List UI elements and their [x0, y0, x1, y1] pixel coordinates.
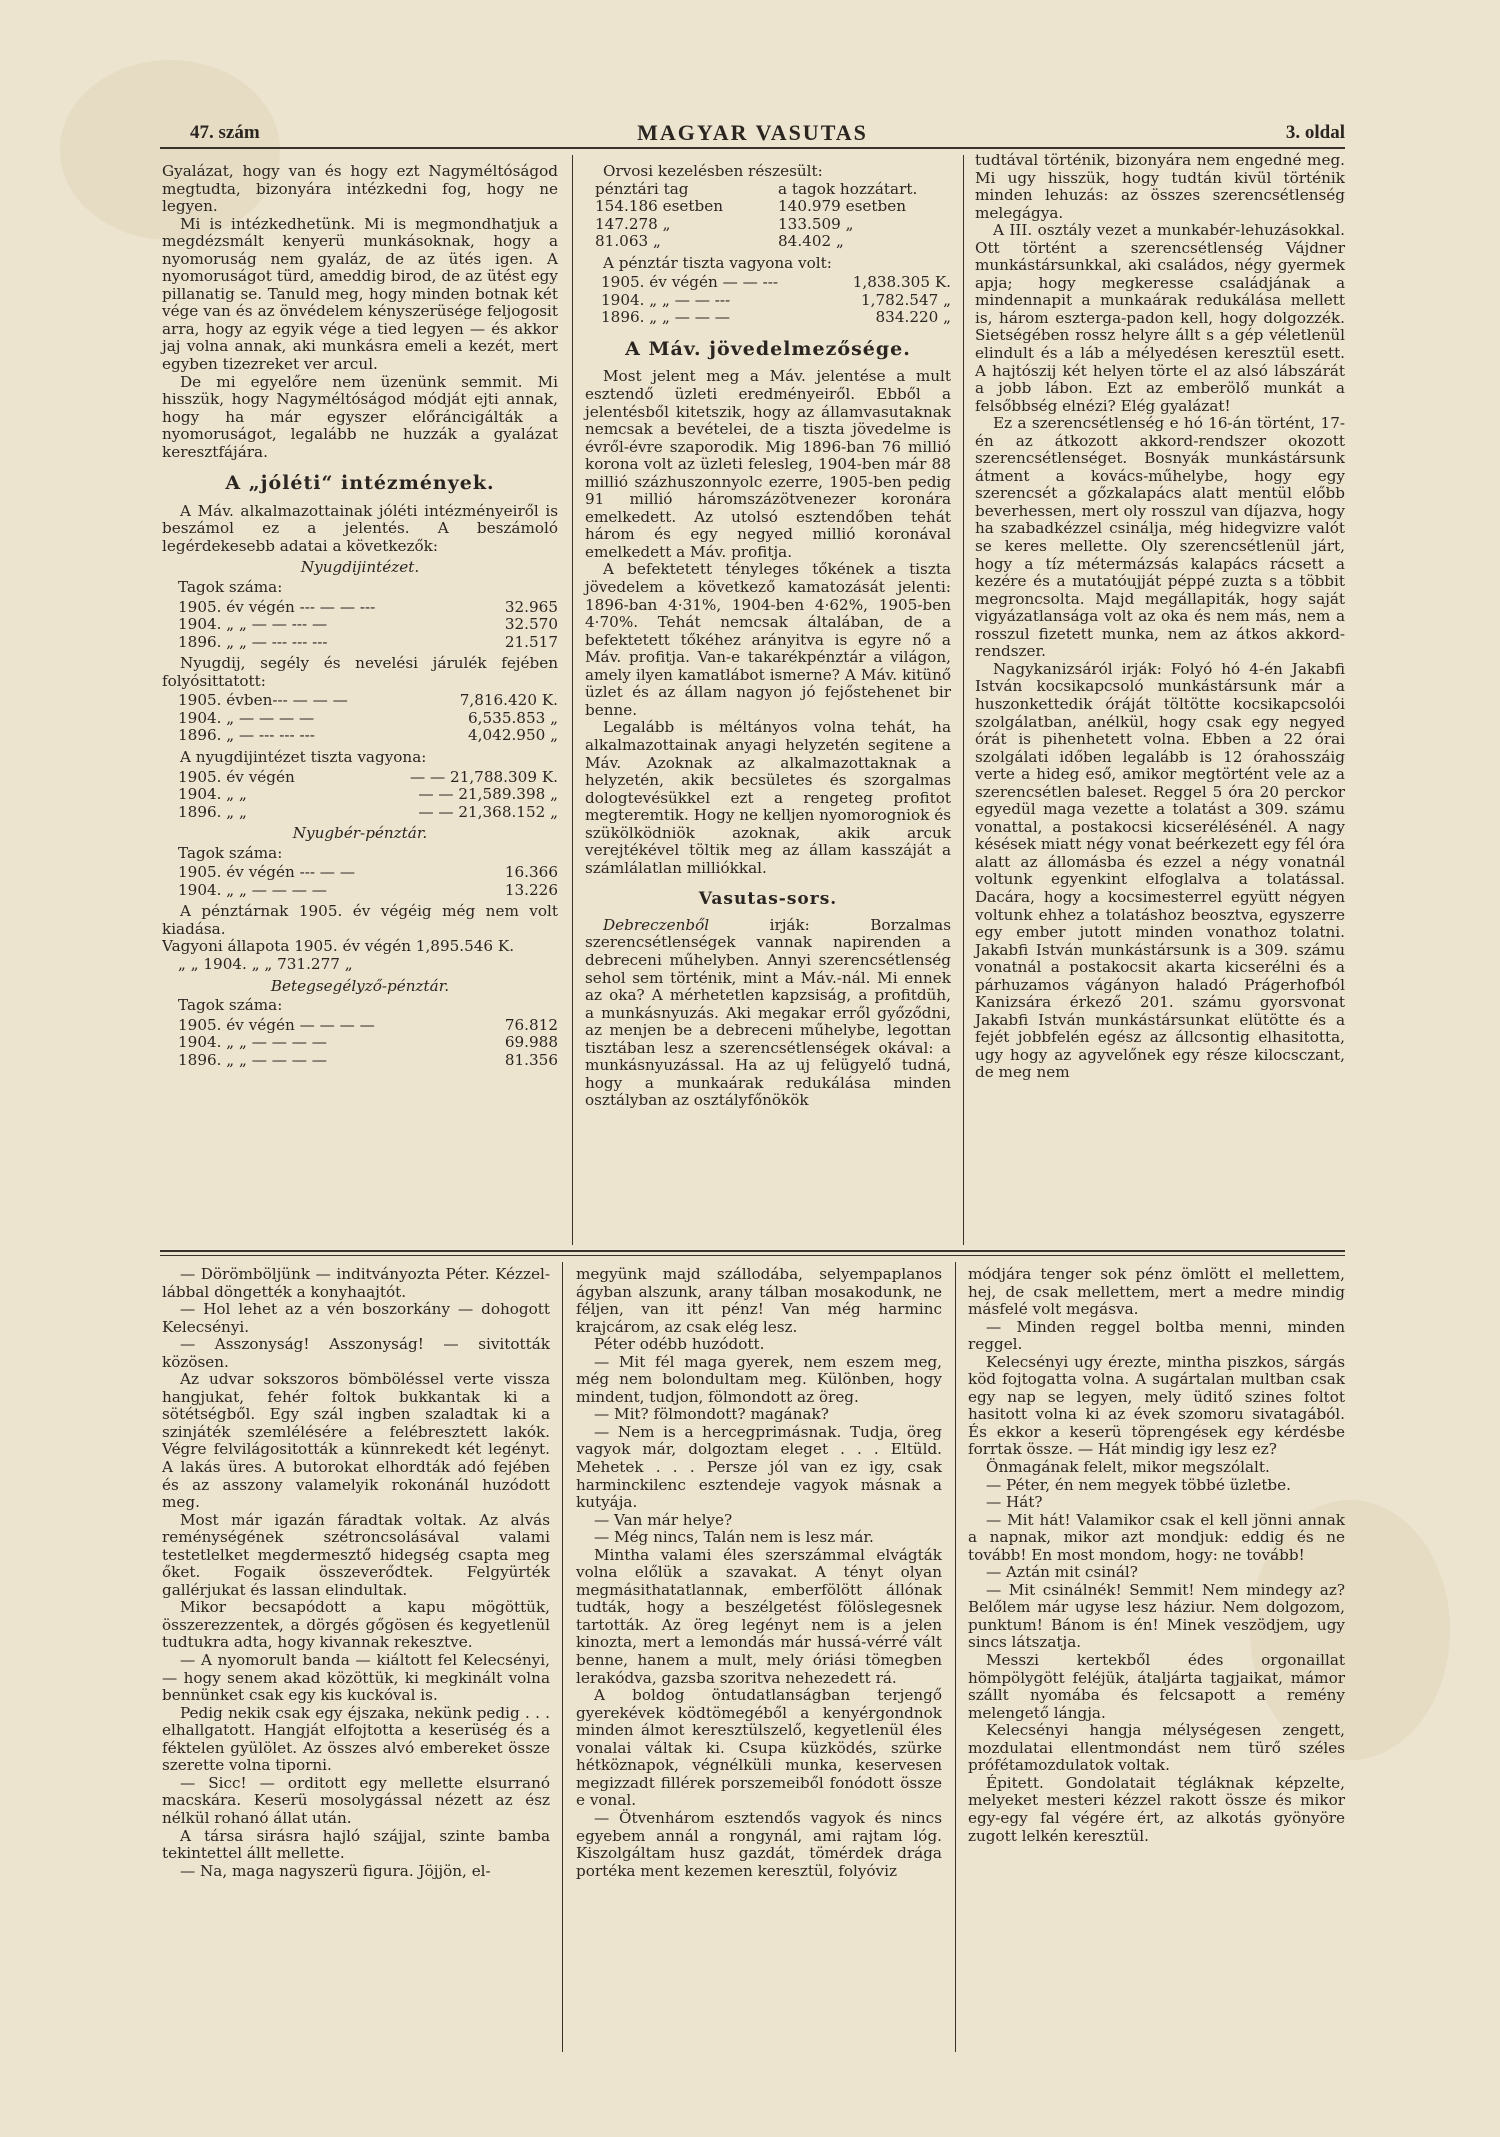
paragraph: Vagyoni állapota 1905. év végén 1,895.546 K.: [162, 937, 515, 956]
paragraph: A pénztárnak 1905. év végéig még nem volt kiadása.: [162, 902, 558, 938]
column-header: a tagok hozzátart.: [778, 179, 918, 198]
row-label: 1905. év végén — — ---: [601, 273, 779, 292]
paragraph: De mi egyelőre nem üzenünk semmit. Mi hisszük, hogy Nagyméltóságod módját ejti annak, hogy ha már egyszer előráncigálták a nyomoruságot, legalább ne huzzák a gyalázat keresztfájára.: [162, 372, 558, 461]
row-value: 4,042.950 „: [468, 726, 558, 745]
row-label: 1904. „ „: [178, 785, 247, 804]
column-divider: [572, 155, 573, 1245]
row-label: 1905. év végén — — — —: [178, 1015, 375, 1034]
story-paragraph: Messzi kertekből édes orgonaillat hömpölygött feléjük, átaljárta tagjaikat, mámor szállt nyomába és felcsapott a remény melengető lángja.: [968, 1651, 1345, 1722]
story-paragraph: A boldog öntudatlanságban terjengő gyerekévek ködtömegéből a kenyérgondnok minden álmot keresztülszelő, kegyetlenül éles vonalai váltak ki. Csupa küzködés, szürke hétköznapok, végnélküli munka, keservesen megizzadt fillérek porszemeiből fonódott össze e vonal.: [576, 1686, 942, 1810]
section-title: A „jóléti“ intézmények.: [225, 472, 495, 495]
table-label: Tagok száma:: [178, 996, 283, 1015]
story-paragraph: — Mit? fölmondott? magának?: [594, 1405, 829, 1424]
story-paragraph: — Hol lehet az a vén boszorkány — dohogott Kelecsényi.: [162, 1300, 550, 1336]
story-paragraph: Kelecsényi hangja mélységesen zengett, mozdulatai ellentmondást nem türő széles prófétamozdulatok voltak.: [968, 1721, 1345, 1775]
feuilleton-rule: [160, 1250, 1345, 1252]
row-label: 1896. „ „ — — —: [601, 308, 730, 327]
story-paragraph: — Na, maga nagyszerü figura. Jöjjön, el-: [180, 1861, 491, 1880]
story-paragraph: — Van már helye?: [594, 1510, 733, 1529]
table-label: Tagok száma:: [178, 578, 283, 597]
story-paragraph: A társa sirásra hajló szájjal, szinte bamba tekintettel állt mellette.: [162, 1826, 550, 1863]
story-paragraph: — Még nincs, Talán nem is lesz már.: [594, 1528, 874, 1547]
column-header: pénztári tag: [595, 179, 689, 198]
row-value: — — 21,589.398 „: [418, 785, 558, 804]
row-value: 1,838.305 K.: [852, 273, 951, 292]
story-paragraph: — Hát?: [986, 1493, 1043, 1512]
cell: 140.979 esetben: [778, 197, 906, 216]
treatment-table: [595, 181, 951, 251]
members-table: [178, 1017, 558, 1070]
story-paragraph: — Sicc! — orditott egy mellette elsurranó macskára. Keserü mosolygással nézett az ész nélkül rohanó állat után.: [162, 1773, 550, 1827]
row-value: — — 21,788.309 K.: [410, 767, 558, 786]
row-label: 1896. „ „ — --- --- ---: [178, 632, 328, 651]
subsection-title: Betegsegélyző-pénztár.: [270, 976, 450, 995]
column-1: [162, 163, 558, 1073]
row-label: 1904. „ „ — — ---: [601, 290, 731, 309]
story-paragraph: módjára tenger sok pénz ömlött el mellettem, hej, de csak mellettem, mert a medre mindig másfelé volt megásva.: [968, 1265, 1345, 1319]
story-paragraph: — Asszonyság! Asszonyság! — sivitották közösen.: [162, 1335, 550, 1371]
row-value: 7,816.420 K.: [459, 691, 558, 710]
story-paragraph: — A nyomorult banda — kiáltott fel Kelecsényi, — hogy senem akad közöttük, ki megkinált volna bennünket csak egy kis kuckóval is.: [162, 1651, 550, 1705]
cell: 84.402 „: [778, 232, 844, 251]
row-value: 69.988: [504, 1033, 558, 1052]
newspaper-title: MAGYAR VASUTAS: [637, 120, 868, 145]
paragraph: Gyalázat, hogy van és hogy ezt Nagyméltóságod megtudta, bizonyára intézkedni fog, hogy ne legyen.: [162, 162, 558, 216]
story-paragraph: — Minden reggel boltba menni, minden reggel.: [968, 1317, 1345, 1354]
paragraph: Mi is intézkedhetünk. Mi is megmondhatjuk a megdézsmált kenyerü munkásoknak, hogy a nyomoruság nem gyaláz, de az ütés igen. A nyomoruságot türd, ameddig birod, de az ütést egy pillanatig se. Tanuld meg, hogy minden botnak két vége van és az önvédelem kényszerüsége feljogosit arra, hogy az egyik vége a tied legyen — és akkor jaj volna annak, aki munkásra emeli a kezét, mert egyben tizezreket ver arcul.: [162, 214, 558, 374]
paragraph-text: irják: Borzalmas szerencsétlenségek vannak napirenden a debreceni műhelyben. Annyi szerencsétlenség sehol sem történik, mint a Máv.-nál. Mi ennek az oka? A mérhetetlen kapzsiság, a profitdüh, a munkásnyuzás. Aki megakar erről győződni, az menjen be a debreceni műhelybe, legottan tisztában lesz a szerencsétlenségek okával: a munkásnyuzással. Ha az uj felügyelő tudná, hogy a munkaárak redukálása minden osztályban az osztályfőnökök: [585, 915, 951, 1110]
row-value: 76.812: [504, 1015, 558, 1034]
members-table: [178, 599, 558, 652]
issue-number: 47. szám: [190, 122, 260, 143]
cell: 81.063 „: [595, 232, 661, 251]
table-label: Nyugdij, segély és nevelési járulék fejében folyósittatott:: [162, 654, 558, 690]
story-paragraph: — Ötvenhárom esztendős vagyok és nincs egyebem annál a rongynál, ami rajtam lóg. Kiszolgáltam husz gazdát, tömérdek drága portéka ment kezemen keresztül, folyóviz: [576, 1808, 942, 1880]
row-value: 32.570: [504, 615, 558, 634]
row-label: 1905. év végén --- — —: [178, 863, 356, 882]
subsection-title: Nyugdijintézet.: [300, 558, 420, 577]
subsection-title: Nyugbér-pénztár.: [292, 824, 428, 843]
story-paragraph: Az udvar sokszoros bömböléssel verte vissza hangjukat, fehér foltok bukkantak ki a sötétségből. Egy szál ingben szaladtak ki a szinjáték szemlélésére a felébresztett lakók. Végre felvilágositották a künnrekedt két legényt. A lakás üres. A butorokat elhordták adó fejében és az asszony valamelyik rokonánál huzódott meg.: [162, 1370, 550, 1512]
story-paragraph: Önmagának felelt, mikor megszólalt.: [986, 1458, 1270, 1477]
cell: 147.278 „: [595, 214, 671, 233]
page-number: 3. oldal: [1285, 122, 1345, 143]
column-divider: [955, 1262, 956, 2052]
row-label: 1905. év végén --- — — ---: [178, 597, 376, 616]
story-paragraph: — Péter, én nem megyek többé üzletbe.: [986, 1475, 1291, 1494]
row-label: 1896. „ „ — — — —: [178, 1050, 327, 1069]
cell: 133.509 „: [778, 214, 854, 233]
members-table: [178, 864, 558, 899]
story-paragraph: — Nem is a hercegprimásnak. Tudja, öreg vagyok már, dolgoztam eleget . . . Eltüld. Mehetek . . . Persze jól van ez igy, csak harminckilenc esztendeje vagyok másnak a kutyája.: [576, 1422, 942, 1512]
row-label: 1904. „ — — — —: [178, 708, 315, 727]
paragraph: A III. osztály vezet a munkabér-lehuzásokkal. Ott történt a szerencsétlenség Vájdner munkástársunkkal, aki családos, négy gyermek apja; hogy megkeresse családjának a mindennapit a munkaárak redukálása mellett is, három eszterga-padon kell, hogy dolgozzék. Sietségében rossz helyre állt s a gép véletlenül elindult és a láb a mélyedésen keresztül esett. A hajtószij két helyen törte el az alsó lábszárát a jobb lábon. Ezt az emberölő munkát a felsőbbség elnézi? Elég gyalázat!: [975, 221, 1345, 415]
column-3: [975, 152, 1345, 1082]
story-paragraph: — Dörömböljünk — inditványozta Péter. Kézzel-lábbal döngették a konyhaajtót.: [162, 1265, 550, 1301]
row-value: 21.517: [504, 632, 558, 651]
row-label: 1904. „ „ — — --- —: [178, 615, 328, 634]
paragraph: Orvosi kezelésben részesült:: [603, 162, 823, 180]
row-label: 1896. „ „: [178, 802, 247, 821]
story-column-3: [968, 1266, 1345, 1845]
row-label: 1905. év végén: [178, 767, 295, 786]
story-paragraph: Mikor becsapódott a kapu mögöttük, összerezzentek, a dörgés gőgösen és kegyetlenül tudtukra adta, hogy kivannak rekesztve.: [162, 1598, 550, 1652]
column-divider: [562, 1262, 563, 2052]
row-value: 834.220 „: [875, 308, 951, 327]
paragraph: Most jelent meg a Máv. jelentése a mult esztendő üzleti eredményeiről. Ebből a jelentésből kitetszik, hogy az államvasutaknak nemcsak a bevételei, de a tiszta jövedelme is évről-évre szaporodik. Mig 1896-ban 76 millió korona volt az üzleti felesleg, 1904-ben már 88 millió százhuszonnyolc ezerre, 1905-ben pedig 91 millió háromszázötvenezer koronára emelkedett. Az utolsó esztendőben tehát három és egy negyed millió koronával emelkedett a Máv. profitja.: [585, 367, 951, 561]
cell: 154.186 esetben: [595, 197, 723, 216]
story-paragraph: Kelecsényi ugy érezte, mintha piszkos, sárgás köd fojtogatta volna. A sugártalan multban csak egy nap se legyen, mely üditő szines foltot hasitott volna ki az évek szomoru sivatagából. És ekkor a keserü töprengések egy kérdésbe forrtak össze. — Hát mindig igy lesz ez?: [968, 1352, 1345, 1459]
story-paragraph: Mintha valami éles szerszámmal elvágták volna előlük a szavakat. A tényt olyan megmásithatatlannak, emberfölött állónak tudták, hogy a beszélgetést fölöslegesnek tartották. Az öreg legényt nem is a jelen kinozta, mert a lemondás már hussá-vérré vált benne, hanem a mult, mely óriási tömegben lerakódva, gazsba szoritva nehezedett rá.: [576, 1545, 942, 1687]
table-label: A nyugdijintézet tiszta vagyona:: [180, 747, 427, 766]
paragraph: A befektetett tényleges tőkének a tiszta jövedelem a következő kamatozását jelenti: 1896-ban 4·31%, 1904-ben 4·62%, 1905-ben 4·70%. Tehát nemcsak általában, de a befektetett tőkéhez arányitva is egyre nő a Máv. profitja. Van-e takarékpénztár a világon, amely ilyen kamatlábot ismerne? A Máv. kitünő üzlet és az állam nagyon jó fejőstehenet bir benne.: [585, 560, 951, 719]
row-value: — — 21,368.152 „: [418, 802, 558, 821]
row-value: 32.965: [504, 597, 558, 616]
story-paragraph: Most már igazán fáradtak voltak. Az alvás reménységének szétroncsolásával valami testetlelket megdermesztő hidegség csapta meg őket. Fogaik összeverődtek. Felgyürték gallérjukat és lassan elindultak.: [162, 1510, 550, 1599]
story-paragraph: Pedig nekik csak egy éjszaka, nekünk pedig . . . elhallgatott. Hangját elfojtotta a keserüség és a féktelen gyülölet. Az összes alvó embereket össze szerette volna tiporni.: [162, 1703, 550, 1775]
header-rule: [160, 147, 1345, 149]
story-paragraph: Épitett. Gondolatait tégláknak képzelte, melyeket mesteri kézzel rakott össze és mikor egy-egy fal végére ért, az alkotás gyönyöre zugott lelkén keresztül.: [968, 1773, 1345, 1845]
story-paragraph: — Mit hát! Valamikor csak el kell jönni annak a napnak, mikor azt mondjuk: eddig és ne tovább! En most mondom, hogy: ne tovább!: [968, 1510, 1345, 1564]
row-label: 1905. évben--- — — —: [178, 691, 348, 710]
asset-table: [178, 769, 558, 822]
paragraph: Nagykanizsáról irják: Folyó hó 4-én Jakabfi István kocsikapcsoló munkástársunk már a huszonkettedik óráját töltötte kocsikapcsolói szolgálatban, anélkül, hogy csak egy negyed órát is pihenhetett volna. Ebben a 22 órai szolgálati időben legalább is 12 órahosszáig verte a hideg eső, amikor megtörtént vele az a szerencsétlen baleset. Reggel 5 óra 20 perckor egyedül maga vezette a tolatást a 309. számu vonattal, a postakocsi kicserélésénél. A nagy késések miatt négy vonat beérkezett egy fél óra alatt az állomásba és ezzel a négy vonatnál voltunk egyenkint elfoglalva a tolatással. Dacára, hogy a kocsimesterrel együtt négyen voltunk ehhez a tolatáshoz beosztva, egyszerre egy ember jutott minden vonathoz tolatni. Jakabfi István munkástársunk is a 309. számu vonatnál a postakocsit akarta kicserélni és a párhuzamos vágányon haladó Prágerhofból Kanizsára érkező 201. számu gyorsvonat Jakabfi István munkástársunkat elütötte és a fejét jobbfelén egész az állcsontig elhasitotta, ugy hogy az agyvelőnek egy része kilocsczant, de meg nem: [975, 659, 1345, 1082]
paragraph: tudtával történik, bizonyára nem engedné meg. Mi ugy hisszük, hogy tudtán kivül történik minden lehuzás: az összes szerencsétlenség melegágya.: [975, 151, 1345, 222]
story-paragraph: — Mit csinálnék! Semmit! Nem mindegy az? Belőlem már ugyse lesz háziur. Nem dolgozom, punktum! Bánom is én! Minek veszödjem, ugy sincs látszatja.: [968, 1580, 1345, 1652]
story-paragraph: Péter odébb huzódott.: [594, 1335, 765, 1354]
section-title: Vasutas-sors.: [698, 889, 838, 910]
page-header: [160, 122, 1345, 146]
story-paragraph: — Aztán mit csinál?: [986, 1563, 1138, 1582]
row-value: 1,782.547 „: [861, 290, 951, 309]
table-label: Tagok száma:: [178, 843, 283, 862]
story-paragraph: — Mit fél maga gyerek, nem eszem meg, még nem bolondultam meg. Különben, hogy mindent, tudjon, fölmondott az öreg.: [576, 1352, 942, 1406]
row-value: 16.366: [504, 863, 558, 882]
story-column-2: [576, 1266, 942, 1880]
column-divider: [963, 155, 964, 1245]
paragraph: Ez a szerencsétlenség e hó 16-án történt, 17-én az átkozott akkord-rendszer okozott szerencsétlenséget. Bosnyák munkástársunk átment a kovács-műhelybe, hogy egy szerencsét a gőzkalapács alatt mentül előbb beverhessen, mert oly rosszul van díjazva, hogy ha szabadkézzel csinálja, még hidegvizre valót se keres mellette. Oly szerencsétlenül járt, hogy a tíz métermázsás kalapács rácsett a kezére és a mutatóujját péppé zuzta s a többit megroncsolta. Majd megállapiták, hogy saját vigyázatlansága volt az oka és nem más, nem a rosszul fizetett munka, nem az átkos akkord-rendszer.: [975, 414, 1345, 661]
contribution-table: [178, 692, 558, 745]
story-paragraph: megyünk majd szállodába, selyempaplanos ágyban alszunk, arany tálban mosakodunk, ne féljen, van itt pénz! Van még harminc krajcárom, az csak elég lesz.: [576, 1265, 942, 1336]
paragraph: [585, 917, 951, 1110]
row-label: 1904. „ „ — — — —: [178, 1033, 327, 1052]
paragraph: Legalább is méltányos volna tehát, ha alkalmazottainak anyagi helyzetén segitene a Máv. Azoknak az alkalmazottaknak a helyzetén, akik becsületes és szorgalmas dologtevésükkel ezt a rengeteg profitot megteremtik. Hogy ne kelljen nyomorogniok és szükölködniök azoknak, akik arcuk verejtékével töltik meg az állam kasszáját a számlálatlan milliókkal.: [585, 718, 951, 877]
row-value: 13.226: [504, 880, 558, 899]
feuilleton-rule: [160, 1255, 1345, 1256]
paragraph: A pénztár tiszta vagyona volt:: [603, 253, 832, 272]
row-value: 81.356: [504, 1050, 558, 1069]
paragraph: „ „ 1904. „ „ 731.277 „: [178, 954, 353, 973]
row-label: 1904. „ „ — — — —: [178, 880, 327, 899]
cash-table: [601, 274, 951, 327]
row-value: 6,535.853 „: [468, 708, 558, 727]
place-name: Debreczenből: [603, 915, 710, 934]
row-label: 1896. „ — --- --- ---: [178, 726, 315, 745]
paragraph: A Máv. alkalmazottainak jóléti intézményeiről is beszámol ez a jelentés. A beszámoló legérdekesebb adatai a következők:: [162, 501, 558, 555]
section-title: A Máv. jövedelmezősége.: [625, 337, 911, 360]
column-2: [585, 163, 951, 1110]
story-column-1: [162, 1266, 550, 1880]
